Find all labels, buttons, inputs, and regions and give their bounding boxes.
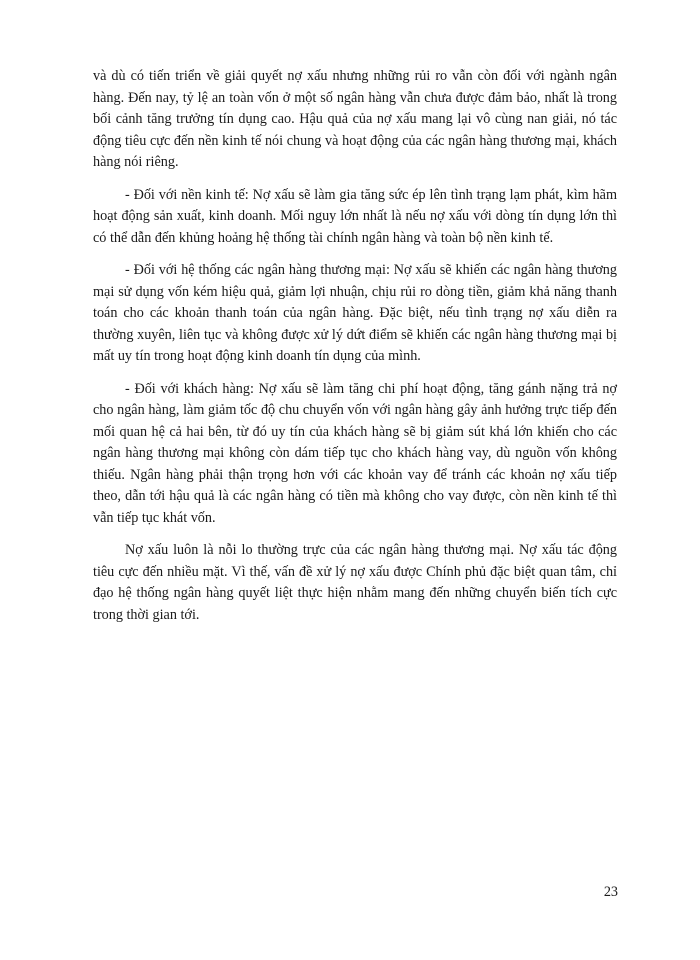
paragraph-customers: - Đối với khách hàng: Nợ xấu sẽ làm tăng chi phí hoạt động, tăng gánh nặng trả nợ cho ngân hàng, làm giảm tốc độ chu chuyển vốn với ngân hàng gây ảnh hưởng trực tiếp đến mối quan hệ cả hai bên, từ đó uy tín của khách hàng sẽ bị giảm sút khá lớn khiến cho các ngân hàng thương mại không còn dám tiếp tục cho khách hàng vay, dù nguồn vốn không thiếu. Ngân hàng phải thận trọng hơn với các khoản vay để tránh các khoản nợ xấu tiếp theo, dẫn tới hậu quả là các ngân hàng có tiền mà không cho vay được, còn nền kinh tế thì vẫn tiếp tục khát vốn. — [93, 380, 617, 526]
paragraph-conclusion: Nợ xấu luôn là nỗi lo thường trực của các ngân hàng thương mại. Nợ xấu tác động tiêu cực đến nhiều mặt. Vì thế, vấn đề xử lý nợ xấu được Chính phủ đặc biệt quan tâm, chỉ đạo hệ thống ngân hàng quyết liệt thực hiện nhằm mang đến những chuyển biến tích cực trong thời gian tới. — [93, 542, 617, 623]
paragraph-banks: - Đối với hệ thống các ngân hàng thương mại: Nợ xấu sẽ khiến các ngân hàng thương mại sử dụng vốn kém hiệu quả, giảm lợi nhuận, chịu rủi ro dòng tiền, giảm khả năng thanh toán cho các khoản thanh toán của ngân hàng. Đặc biệt, nếu tình trạng nợ xấu diễn ra thường xuyên, liên tục và không được xử lý dứt điểm sẽ khiến các ngân hàng thương mại bị mất uy tín trong hoạt động kinh doanh tín dụng của mình. — [93, 262, 617, 364]
body-text — [93, 66, 617, 637]
page-number: 23 — [603, 884, 618, 900]
paragraph-economy: - Đối với nền kinh tế: Nợ xấu sẽ làm gia tăng sức ép lên tình trạng lạm phát, kìm hãm hoạt động sản xuất, kinh doanh. Mối nguy lớn nhất là nếu nợ xấu với dòng tín dụng lớn thì có thể dẫn đến khủng hoảng hệ thống tài chính ngân hàng và toàn bộ nền kinh tế. — [93, 186, 617, 246]
paragraph-1: và dù có tiến triển về giải quyết nợ xấu nhưng những rủi ro vẫn còn đối với ngành ngân hàng. Đến nay, tỷ lệ an toàn vốn ở một số ngân hàng vẫn chưa được đảm bảo, nhất là trong bối cảnh tăng trưởng tín dụng cao. Hậu quả của nợ xấu mang lại vô cùng nan giải, nó tác động tiêu cực đến nền kinh tế nói chung và hoạt động của các ngân hàng thương mại, khách hàng nói riêng. — [93, 68, 617, 170]
